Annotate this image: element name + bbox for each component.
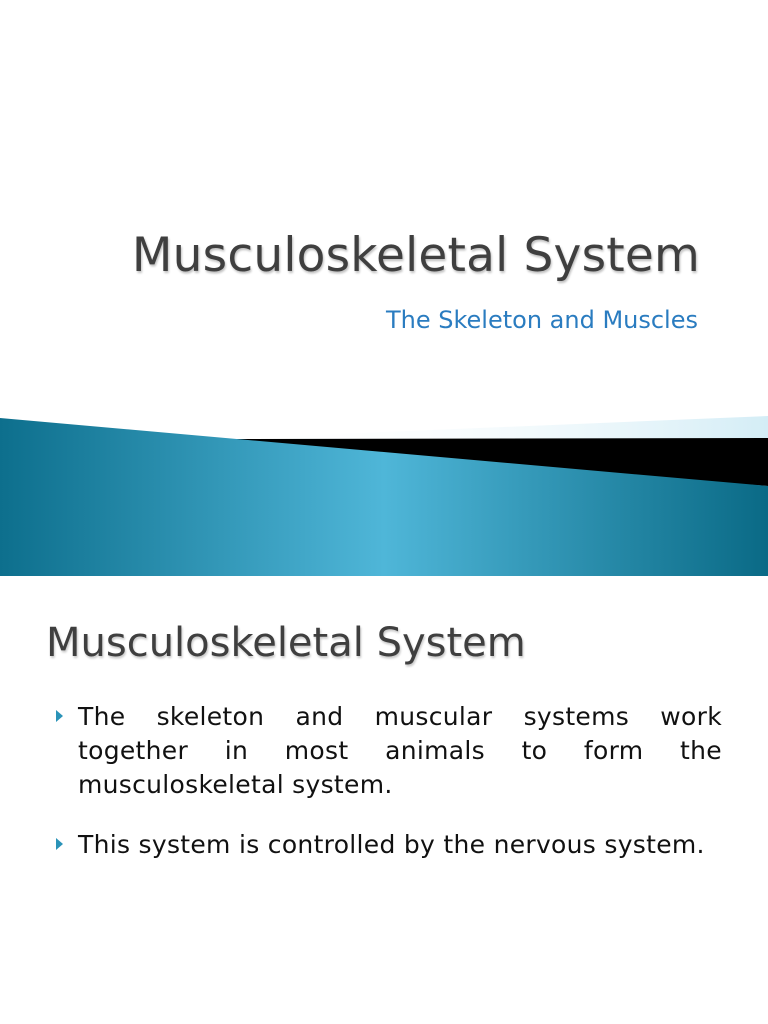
bullet-text: This system is controlled by the nervous system. [78, 830, 705, 859]
band-pale-strip [240, 416, 768, 440]
triangle-bullet-icon [56, 838, 63, 850]
bullet-text: The skeleton and muscular systems work together in most animals to form the musculoskeletal system. [78, 702, 722, 799]
slide-2-title: Musculoskeletal System [46, 620, 526, 666]
decorative-band [0, 410, 768, 576]
slide-1-subtitle: The Skeleton and Muscles [385, 306, 698, 334]
bullet-item [54, 828, 722, 862]
bullet-item [54, 700, 722, 802]
slide-2 [0, 576, 768, 1024]
triangle-bullet-icon [56, 710, 63, 722]
slide-1-title: Musculoskeletal System [131, 228, 700, 283]
bullet-list [54, 700, 722, 888]
